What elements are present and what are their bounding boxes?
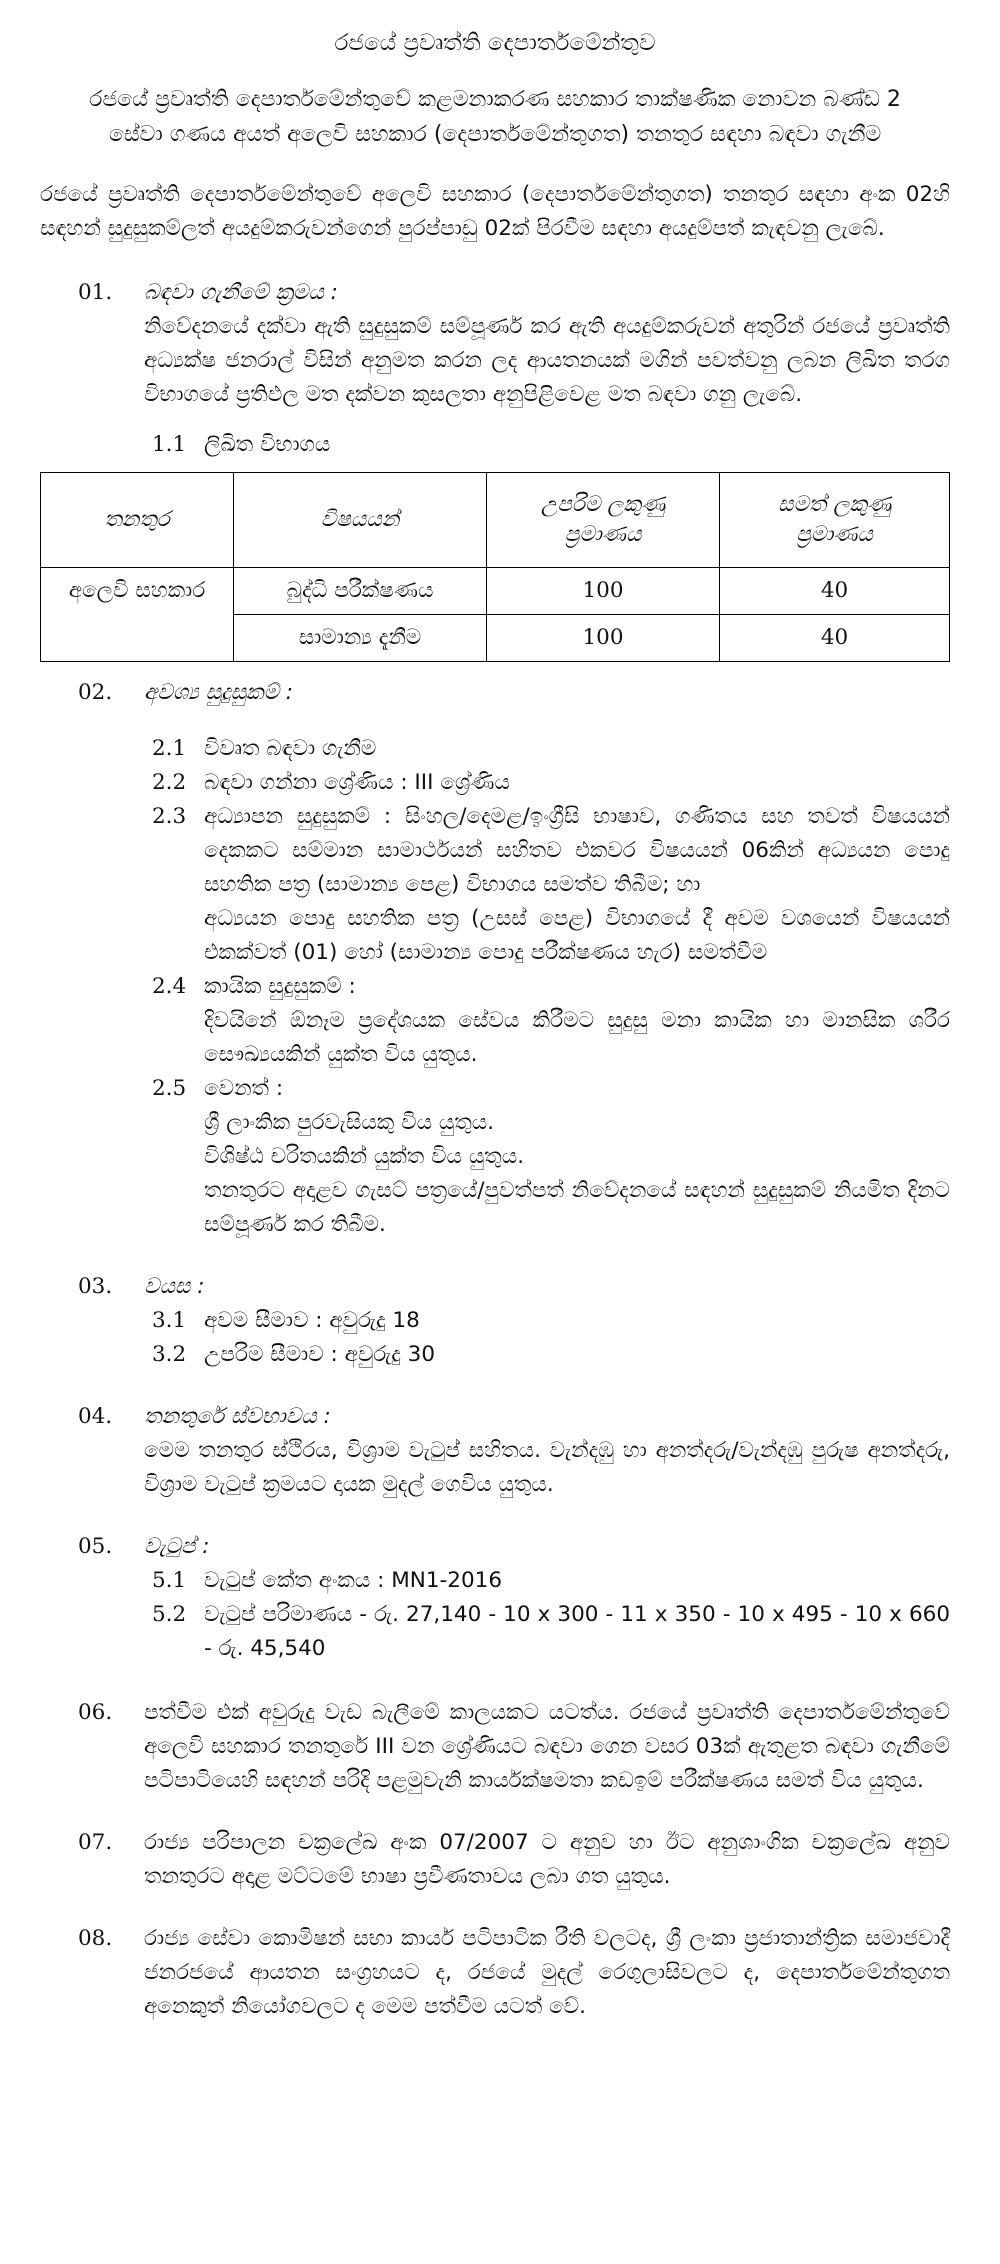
list-item: 2.5 වෙනත් : ශ්‍රී ලාංකික පුරවැසියකු විය යුතුය. විශිෂ්ඨ චරිතයකින් යුක්ත විය යුතුය. තනතුරට අදාළව ගැසට් පත්‍රයේ/පුවත්පත් නිවේදනයේ සඳහන් සුදුසුකම් නියමිත දිනට සම්පූර්ණ කර තිබීම. <box>152 1076 950 1237</box>
table-cell-max: 100 <box>487 615 720 662</box>
table-cell-subject: සාමාන්‍ය දැනීම <box>234 615 487 662</box>
section-title: බඳවා ගැනීමේ ක්‍රමය : <box>144 280 338 305</box>
section-number: 03. <box>78 1274 113 1299</box>
section-02 <box>40 676 950 710</box>
section-text: පත්වීම එක් අවුරුදු වැඩ බැලීමේ කාලයකට යටත්ය. රජයේ ප්‍රවෘත්ති දෙපාර්තමේන්තුවේ අලෙවි සහකාර තනතුරේ III වන ශ්‍රේණියට බඳවා ගෙන වසර 03ක් ඇතුළත බඳවා ගැනීමේ පටිපාටියෙහි සඳහන් පරිදි පළමුවැනි කාර්යක්ෂමතා කඩඉම් පරීක්ෂණය සමත් විය යුතුය. <box>144 1700 950 1793</box>
section-number: 05. <box>78 1534 113 1559</box>
exam-heading <box>40 428 950 462</box>
section-03 <box>40 1270 950 1304</box>
table-cell-pass: 40 <box>720 568 950 615</box>
section-title: අවශ්‍ය සුදුසුකම් : <box>144 680 294 705</box>
document-subtitle: රජයේ ප්‍රවෘත්ති දෙපාර්තමේන්තුවේ කළමනාකරණ සහකාර තාක්ෂණික නොවන බණ්ඩ 2 සේවා ගණය අයත් අලෙවි සහකාර (දෙපාර්තමේන්තුගත) තනතුර සඳහා බඳවා ගැනීම <box>89 87 901 147</box>
section-08 <box>40 1922 950 2024</box>
list-item: 2.4 කායික සුදුසුකම් : දිවයිනේ ඕනෑම ප්‍රදේශයක සේවය කිරීමට සුදුසු මනා කායික හා මානසික ශරීර සෞඛ්‍යයකින් යුක්ත විය යුතුය. <box>152 974 950 1067</box>
exam-number: 1.1 <box>152 432 187 457</box>
section-number: 04. <box>78 1404 113 1429</box>
qualifications-list <box>40 732 950 1242</box>
table-row <box>41 568 950 615</box>
section-title: වැටුප් : <box>144 1534 210 1559</box>
list-item: 2.2 බඳවා ගන්නා ශ්‍රේණිය : III ශ්‍රේණිය <box>152 770 510 795</box>
list-item: 2.1 විවෘත බඳවා ගැනීම <box>152 736 377 761</box>
section-text: නිවේදනයේ දක්වා ඇති සුදුසුකම් සම්පූර්ණ කර ඇති අයදුම්කරුවන් අතුරින් රජයේ ප්‍රවෘත්ති අධ්‍යක්ෂ ජනරාල් විසින් අනුමත කරන ලද ආයතනයක් මගින් පවත්වනු ලබන ලිඛිත තරග විභාගයේ ප්‍රතිඵල මත දක්වන කුසලතා අනුපිළිවෙළ මත බඳවා ගනු ලැබේ. <box>144 314 950 407</box>
list-item: 3.1 අවම සීමාව : අවුරුදු 18 <box>152 1308 420 1333</box>
table-header-max-marks: උපරිම ලකුණු ප්‍රමාණය <box>487 473 720 568</box>
list-item: 2.3 අධ්‍යාපන සුදුසුකම් : සිංහල/දෙමළ/ඉංග්‍රීසි භාෂාව, ගණිතය සහ තවත් විෂයයන් දෙකකට සම්මාන සාමාර්ථයන් සහිතව එකවර විෂයයන් 06කින් අධ්‍යයන පොදු සහතික පත්‍ර (සාමාන්‍ය පෙළ) විභාගය සමත්ව තිබීම; හා අධ්‍යයන පොදු සහතික පත්‍ර (උසස් පෙළ) විභාගයේ දී අවම වශයෙන් විෂයයන් එකක්වත් (01) හෝ (සාමාන්‍ය පොදු පරීක්ෂණය හැර) සමත්වීම <box>152 804 950 965</box>
table-header-subjects: විෂයයන් <box>234 473 487 568</box>
section-07 <box>40 1826 950 1894</box>
table-cell-post: අලෙවි සහකාර <box>41 568 234 662</box>
section-number: 06. <box>78 1700 113 1725</box>
table-header-post: තනතුර <box>41 473 234 568</box>
section-06 <box>40 1696 950 1798</box>
exam-table <box>40 472 950 662</box>
section-05 <box>40 1530 950 1564</box>
section-number: 02. <box>78 680 113 705</box>
section-number: 01. <box>78 280 113 305</box>
list-item: 5.2 වැටුප් පරිමාණය - රු. 27,140 - 10 x 300 - 11 x 350 - 10 x 495 - 10 x 660 - රු. 45,540 <box>152 1602 950 1661</box>
section-text: මෙම තනතුර ස්ථිරය, විශ්‍රාම වැටුප් සහිතය. වැන්දඹු හා අනත්දරු/වැන්දඹු පුරුෂ අනත්දරු, විශ්‍රාම වැටුප් ක්‍රමයට දායක මුදල් ගෙවිය යුතුය. <box>144 1438 950 1497</box>
table-cell-subject: බුද්ධි පරීක්ෂණය <box>234 568 487 615</box>
intro-paragraph: රජයේ ප්‍රවෘත්ති දෙපාර්තමේන්තුවේ අලෙවි සහකාර (දෙපාර්තමේන්තුගත) තනතුර සඳහා අංක 02හි සඳහන් සුදුසුකම්ලත් අයදුම්කරුවන්ගෙන් පුරප්පාඩු 02ක් පිරවීම සඳහා අයදුම්පත් කැඳවනු ලැබේ. <box>40 182 950 241</box>
table-header-pass-marks: සමත් ලකුණු ප්‍රමාණය <box>720 473 950 568</box>
exam-label: ලිඛිත විභාගය <box>204 432 331 457</box>
section-number: 08. <box>78 1926 113 1951</box>
section-text: රාජ්‍ය පරිපාලන චක්‍රලේඛ අංක 07/2007 ට අනුව හා ඊට අනුශාංගික චක්‍රලේඛ අනුව තනතුරට අදාළ මට්ටමේ භාෂා ප්‍රවීණතාවය ලබා ගත යුතුය. <box>144 1830 950 1889</box>
table-cell-max: 100 <box>487 568 720 615</box>
section-title: තනතුරේ ස්වභාවය : <box>144 1404 331 1429</box>
list-item: 3.2 උපරිම සීමාව : අවුරුදු 30 <box>152 1342 436 1367</box>
section-number: 07. <box>78 1830 113 1855</box>
section-01 <box>40 276 950 412</box>
document-title: රජයේ ප්‍රවෘත්ති දෙපාර්තමේන්තුව <box>334 30 656 56</box>
table-cell-pass: 40 <box>720 615 950 662</box>
section-title: වයස : <box>144 1274 205 1299</box>
section-04 <box>40 1400 950 1502</box>
list-item: 5.1 වැටුප් කේත අංකය : MN1-2016 <box>152 1568 503 1593</box>
section-text: රාජ්‍ය සේවා කොමිෂන් සභා කාර්ය පටිපාටික රීති වලටද, ශ්‍රී ලංකා ප්‍රජාතාන්ත්‍රික සමාජවාදී ජනරජයේ ආයතන සංග්‍රහයට ද, රජයේ මුදල් රෙගුලාසිවලට ද, දෙපාර්තමේන්තුගත අනෙකුත් නියෝගවලට ද මෙම පත්වීම යටත් වේ. <box>144 1926 950 2019</box>
